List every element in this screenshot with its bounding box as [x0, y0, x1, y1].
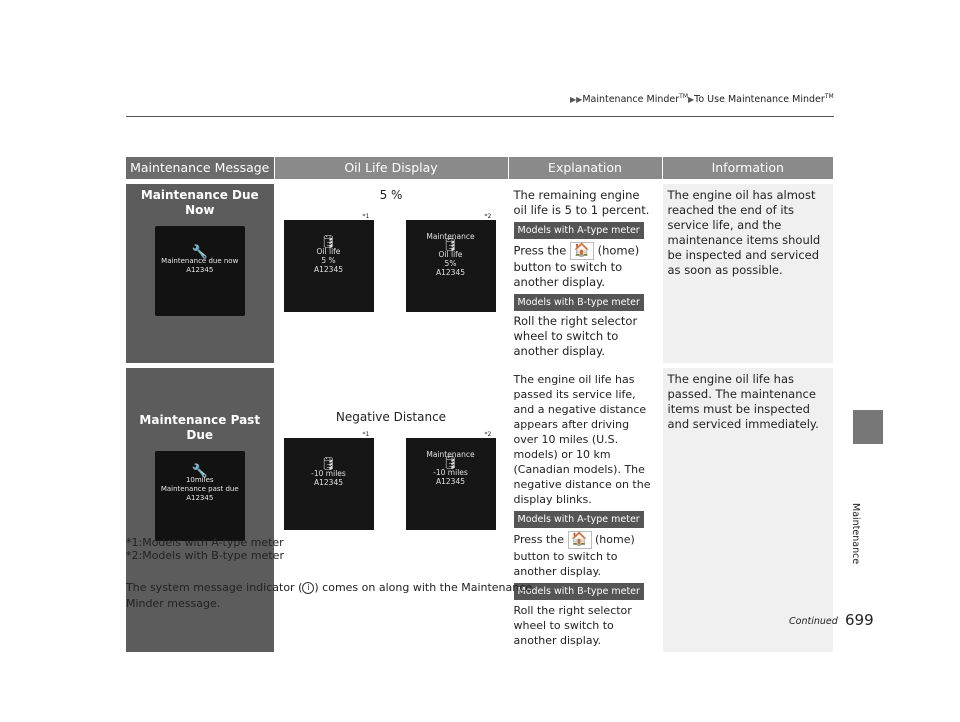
footnote-marker: *2 [484, 430, 492, 438]
home-instruction: Press the 🏠 (home) button to switch to another display. [513, 242, 640, 289]
home-instruction: Press the 🏠 (home) button to switch to another display. [513, 531, 635, 578]
home-icon: 🏠 [568, 531, 592, 549]
oil-can-icon: 🛢 [320, 234, 337, 250]
wrench-icon: 🔧 [191, 463, 208, 479]
col-header-information: Information [662, 157, 834, 181]
b-type-display: Maintenance 🛢 -10 miles A12345 [406, 438, 496, 530]
a-type-tag: Models with A-type meter [514, 222, 644, 239]
oil-can-icon: 🛢 [442, 237, 459, 253]
table-row [126, 181, 834, 365]
arrow-icon: ▶ [688, 95, 695, 105]
oil-can-icon: 🛢 [320, 456, 337, 472]
display-label: 5 % [379, 187, 403, 202]
arrow-icon: ▶▶ [570, 95, 583, 105]
section-label: Maintenance [850, 503, 861, 565]
breadcrumb-part2: To Use Maintenance Minder [694, 94, 825, 106]
footnote: *1:Models with A-type meter [126, 536, 284, 549]
roll-instruction: Roll the right selector wheel to switch to another display. [513, 603, 632, 647]
explanation-text: The remaining engine oil life is 5 to 1 percent. [513, 187, 650, 217]
footnote-marker: *2 [484, 212, 492, 220]
oil-life-cell [274, 181, 508, 365]
wrench-icon: 🔧 [191, 244, 208, 260]
information-cell: The engine oil life has passed. The maintenance items must be inspected and serviced immediately. [662, 365, 834, 652]
message-label: Maintenance Past Due [139, 412, 261, 442]
footnote-marker: *1 [362, 430, 370, 438]
b-type-tag: Models with B-type meter [514, 583, 644, 600]
footnotes [126, 536, 284, 562]
col-header-oil-life: Oil Life Display [274, 157, 508, 181]
display-label: Negative Distance [335, 409, 447, 424]
oil-can-icon: 🛢 [442, 455, 459, 471]
information-cell: The engine oil has almost reached the end of its service life, and the maintenance items should be inspected and serviced as soon as possible. [662, 181, 834, 365]
page-number: 699 [845, 611, 874, 629]
message-label: Maintenance Due Now [140, 187, 259, 217]
home-icon: 🏠 [570, 242, 594, 260]
explanation-cell [508, 181, 662, 365]
a-type-tag: Models with A-type meter [514, 511, 644, 528]
breadcrumb [570, 93, 834, 105]
explanation-text: The engine oil life has passed its service life, and a negative distance appears after driving over 10 miles (U.S. models) or 10 km (Canadian models). The negative distance on the display blinks. [513, 372, 651, 506]
roll-instruction: Roll the right selector wheel to switch to another display. [513, 313, 638, 358]
info-icon: i [302, 582, 314, 594]
system-message-note: The system message indicator ( i ) comes on along with the Maintenance Minder message. [126, 581, 533, 610]
b-type-tag: Models with B-type meter [514, 294, 644, 311]
tm-mark: TM [679, 93, 688, 100]
b-type-display: Maintenance 🛢 Oil life 5% A12345 [406, 220, 496, 312]
message-cell [126, 181, 274, 365]
breadcrumb-part1: Maintenance Minder [582, 94, 680, 106]
header-rule [126, 116, 834, 117]
col-header-message: Maintenance Message [126, 157, 274, 181]
a-type-display: 🛢 Oil life 5 % A12345 [284, 220, 374, 312]
footnote-marker: *1 [362, 212, 370, 220]
message-screen: 🔧 10miles Maintenance past due A12345 [155, 451, 245, 541]
a-type-display: 🛢 -10 miles A12345 [284, 438, 374, 530]
continued-label: Continued [789, 616, 838, 627]
col-header-explanation: Explanation [508, 157, 662, 181]
footnote: *2:Models with B-type meter [126, 549, 284, 562]
message-screen: 🔧 Maintenance due now A12345 [155, 226, 245, 316]
maintenance-table [126, 157, 834, 652]
tm-mark: TM [824, 93, 834, 100]
section-tab [853, 410, 883, 444]
